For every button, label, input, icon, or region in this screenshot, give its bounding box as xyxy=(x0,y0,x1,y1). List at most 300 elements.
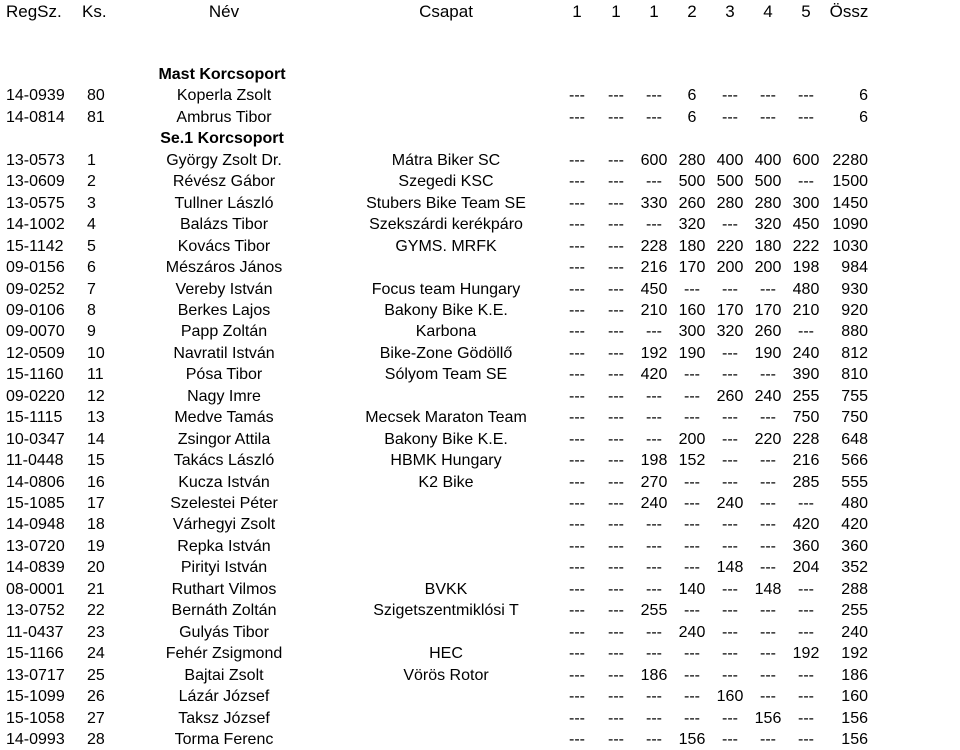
table-row xyxy=(0,300,960,321)
table-row xyxy=(0,729,960,750)
score-cell: --- xyxy=(608,151,624,169)
score-cell: --- xyxy=(569,173,585,191)
score-cell: 204 xyxy=(792,559,820,577)
score-cell: --- xyxy=(684,495,700,512)
score-cell: --- xyxy=(760,730,776,748)
ks-cell: 28 xyxy=(87,730,105,748)
regsz-cell: 14-0993 xyxy=(6,730,65,748)
ks-cell: 26 xyxy=(87,688,105,706)
header-nev: Név xyxy=(208,2,240,21)
team-cell: Stubers Bike Team SE xyxy=(366,194,526,212)
score-cell: --- xyxy=(608,87,624,105)
score-cell: --- xyxy=(569,151,585,169)
score-cell: --- xyxy=(569,430,585,448)
score-cell: 255 xyxy=(640,602,668,620)
score-cell: --- xyxy=(722,108,738,126)
score-cell: --- xyxy=(608,194,624,212)
score-cell: --- xyxy=(646,409,662,427)
ks-cell: 25 xyxy=(87,666,105,684)
score-cell: --- xyxy=(684,688,700,706)
table-row xyxy=(0,514,960,535)
score-cell: 240 xyxy=(640,495,668,512)
regsz-cell: 14-1002 xyxy=(6,216,65,234)
score-cell: 300 xyxy=(792,194,820,212)
regsz-cell: 13-0573 xyxy=(6,151,65,169)
score-cell: --- xyxy=(646,216,662,234)
name-cell: Révész Gábor xyxy=(172,173,276,191)
score-cell: 170 xyxy=(678,259,706,277)
regsz-cell: 14-0939 xyxy=(6,87,65,105)
total-cell: 648 xyxy=(841,430,868,448)
name-cell: Pósa Tibor xyxy=(185,366,263,384)
name-cell: Repka István xyxy=(177,537,271,555)
total-cell: 352 xyxy=(841,559,868,577)
score-cell: --- xyxy=(722,344,738,362)
score-cell: 500 xyxy=(716,173,744,191)
score-cell: --- xyxy=(684,516,700,534)
regsz-cell: 14-0948 xyxy=(6,516,65,534)
table-row xyxy=(0,85,960,106)
score-cell: 192 xyxy=(640,344,668,362)
score-cell: --- xyxy=(646,108,662,126)
team-cell: K2 Bike xyxy=(418,473,474,491)
score-cell: 198 xyxy=(792,259,820,277)
name-cell: Nagy Imre xyxy=(187,387,261,405)
regsz-cell: 15-1058 xyxy=(6,709,65,727)
section-title: Se.1 Korcsoport xyxy=(160,130,284,148)
score-cell: --- xyxy=(646,559,662,577)
score-cell: --- xyxy=(798,623,814,641)
score-cell: --- xyxy=(798,666,814,684)
total-cell: 880 xyxy=(841,323,868,341)
score-cell: --- xyxy=(569,387,585,405)
ks-cell: 5 xyxy=(87,237,96,255)
score-cell: --- xyxy=(684,537,700,555)
table-header xyxy=(0,0,960,26)
header-ks: Ks. xyxy=(82,2,107,21)
header-regsz: RegSz. xyxy=(6,2,62,21)
name-cell: Szelestei Péter xyxy=(170,495,278,512)
ks-cell: 3 xyxy=(87,194,96,212)
score-cell: --- xyxy=(608,730,624,748)
score-cell: --- xyxy=(608,666,624,684)
score-cell: --- xyxy=(684,409,700,427)
score-cell: --- xyxy=(646,173,662,191)
score-cell: --- xyxy=(569,537,585,555)
score-cell: 320 xyxy=(678,216,706,234)
ks-cell: 6 xyxy=(87,259,96,277)
ks-cell: 80 xyxy=(87,87,105,105)
score-cell: --- xyxy=(722,580,738,598)
score-cell: --- xyxy=(760,87,776,105)
total-cell: 255 xyxy=(841,602,868,620)
total-cell: 920 xyxy=(841,301,868,319)
score-cell: --- xyxy=(798,323,814,341)
name-cell: Kucza István xyxy=(178,473,270,491)
ks-cell: 11 xyxy=(87,366,104,384)
total-cell: 192 xyxy=(841,645,868,663)
score-cell: --- xyxy=(646,730,662,748)
score-cell: --- xyxy=(608,301,624,319)
score-cell: --- xyxy=(608,366,624,384)
score-cell: 600 xyxy=(792,151,820,169)
total-cell: 480 xyxy=(841,495,868,512)
score-cell: 300 xyxy=(678,323,706,341)
ks-cell: 4 xyxy=(87,216,96,234)
regsz-cell: 14-0806 xyxy=(6,473,65,491)
score-cell: 600 xyxy=(640,151,668,169)
team-cell: Szigetszentmiklósi T xyxy=(373,602,519,620)
score-cell: 320 xyxy=(716,323,744,341)
name-cell: Berkes Lajos xyxy=(177,301,271,319)
total-cell: 1450 xyxy=(832,194,868,212)
team-cell: Focus team Hungary xyxy=(371,280,521,298)
ks-cell: 9 xyxy=(87,323,96,341)
ks-cell: 15 xyxy=(87,452,105,470)
total-cell: 750 xyxy=(841,409,868,427)
score-cell: --- xyxy=(608,473,624,491)
score-cell: 170 xyxy=(716,301,744,319)
header-round: 1 xyxy=(611,2,621,21)
ks-cell: 7 xyxy=(87,280,96,298)
score-cell: --- xyxy=(608,430,624,448)
regsz-cell: 15-1099 xyxy=(6,688,65,706)
total-cell: 930 xyxy=(841,280,868,298)
score-cell: --- xyxy=(798,709,814,727)
name-cell: Papp Zoltán xyxy=(180,323,268,341)
regsz-cell: 10-0347 xyxy=(6,430,65,448)
ks-cell: 24 xyxy=(87,645,105,663)
team-cell: HBMK Hungary xyxy=(390,452,502,470)
score-cell: 180 xyxy=(678,237,706,255)
header-round: 4 xyxy=(763,2,773,21)
score-cell: --- xyxy=(798,602,814,620)
name-cell: Medve Tamás xyxy=(174,409,274,427)
section-title: Mast Korcsoport xyxy=(158,66,286,83)
score-cell: --- xyxy=(798,495,814,512)
team-cell: Vörös Rotor xyxy=(403,666,489,684)
score-cell: 240 xyxy=(792,344,820,362)
score-cell: --- xyxy=(760,366,776,384)
table-row xyxy=(0,107,960,128)
score-cell: --- xyxy=(760,645,776,663)
score-cell: 222 xyxy=(792,237,820,255)
team-cell: Mecsek Maraton Team xyxy=(365,409,527,427)
score-cell: --- xyxy=(569,280,585,298)
name-cell: Lázár József xyxy=(178,688,270,706)
score-cell: 390 xyxy=(792,366,820,384)
name-cell: Balázs Tibor xyxy=(179,216,269,234)
name-cell: Torma Ferenc xyxy=(174,730,274,748)
ks-cell: 17 xyxy=(87,495,105,512)
score-cell: --- xyxy=(684,559,700,577)
table-row xyxy=(0,171,960,192)
score-cell: 220 xyxy=(754,430,782,448)
score-cell: --- xyxy=(684,666,700,684)
regsz-cell: 11-0437 xyxy=(6,623,64,641)
header-round: 1 xyxy=(649,2,659,21)
regsz-cell: 09-0252 xyxy=(6,280,65,298)
score-cell: --- xyxy=(608,602,624,620)
team-cell: Karbona xyxy=(415,323,477,341)
score-cell: --- xyxy=(722,430,738,448)
ks-cell: 21 xyxy=(87,580,105,598)
score-cell: --- xyxy=(722,409,738,427)
total-cell: 6 xyxy=(859,87,868,105)
score-cell: --- xyxy=(569,301,585,319)
score-cell: --- xyxy=(722,730,738,748)
score-cell: 192 xyxy=(792,645,820,663)
regsz-cell: 12-0509 xyxy=(6,344,65,362)
table-row xyxy=(0,472,960,493)
total-cell: 156 xyxy=(841,730,868,748)
ks-cell: 19 xyxy=(87,537,105,555)
team-cell: Bike-Zone Gödöllő xyxy=(379,344,513,362)
ks-cell: 13 xyxy=(87,409,105,427)
score-cell: --- xyxy=(569,730,585,748)
table-row xyxy=(0,150,960,171)
score-cell: --- xyxy=(760,666,776,684)
name-cell: Ruthart Vilmos xyxy=(171,580,277,598)
score-cell: --- xyxy=(722,623,738,641)
score-cell: --- xyxy=(569,108,585,126)
score-cell: --- xyxy=(608,259,624,277)
team-cell: Bakony Bike K.E. xyxy=(384,430,508,448)
ks-cell: 23 xyxy=(87,623,105,641)
score-cell: 156 xyxy=(678,730,706,748)
score-cell: --- xyxy=(722,666,738,684)
header-round: 5 xyxy=(801,2,811,21)
ks-cell: 16 xyxy=(87,473,105,491)
score-cell: --- xyxy=(569,473,585,491)
score-cell: 198 xyxy=(640,452,668,470)
score-cell: --- xyxy=(608,237,624,255)
score-cell: --- xyxy=(684,280,700,298)
header-round: 3 xyxy=(725,2,735,21)
score-cell: 190 xyxy=(678,344,706,362)
score-cell: --- xyxy=(608,323,624,341)
total-cell: 420 xyxy=(841,516,868,534)
ks-cell: 20 xyxy=(87,559,105,577)
score-cell: 400 xyxy=(754,151,782,169)
score-cell: 280 xyxy=(716,194,744,212)
score-cell: --- xyxy=(569,623,585,641)
score-cell: --- xyxy=(798,108,814,126)
name-cell: Kovács Tibor xyxy=(177,237,271,255)
score-cell: --- xyxy=(798,580,814,598)
score-cell: 280 xyxy=(678,151,706,169)
table-row xyxy=(0,600,960,621)
total-cell: 156 xyxy=(841,709,868,727)
score-cell: 200 xyxy=(716,259,744,277)
table-row xyxy=(0,429,960,450)
score-cell: --- xyxy=(760,559,776,577)
score-cell: --- xyxy=(722,280,738,298)
total-cell: 6 xyxy=(859,108,868,126)
regsz-cell: 08-0001 xyxy=(6,580,65,598)
header-round: 1 xyxy=(572,2,582,21)
score-cell: --- xyxy=(646,623,662,641)
score-cell: --- xyxy=(760,108,776,126)
score-cell: 210 xyxy=(792,301,820,319)
score-cell: --- xyxy=(569,452,585,470)
regsz-cell: 15-1085 xyxy=(6,495,65,512)
score-cell: --- xyxy=(646,430,662,448)
total-cell: 812 xyxy=(841,344,868,362)
score-cell: 156 xyxy=(754,709,782,727)
name-cell: Tullner László xyxy=(174,194,274,212)
score-cell: 200 xyxy=(678,430,706,448)
score-cell: --- xyxy=(722,709,738,727)
score-cell: --- xyxy=(646,688,662,706)
score-cell: --- xyxy=(569,580,585,598)
total-cell: 555 xyxy=(841,473,868,491)
score-cell: 500 xyxy=(754,173,782,191)
regsz-cell: 13-0575 xyxy=(6,194,65,212)
score-cell: 360 xyxy=(792,537,820,555)
score-cell: 260 xyxy=(754,323,782,341)
ks-cell: 27 xyxy=(87,709,105,727)
score-cell: --- xyxy=(646,87,662,105)
score-cell: 148 xyxy=(716,559,744,577)
team-cell: Mátra Biker SC xyxy=(391,151,501,169)
regsz-cell: 14-0839 xyxy=(6,559,65,577)
table-row xyxy=(0,257,960,278)
section-title-row xyxy=(0,64,960,85)
score-cell: 216 xyxy=(792,452,820,470)
table-row xyxy=(0,407,960,428)
name-cell: Várhegyi Zsolt xyxy=(172,516,276,534)
total-cell: 240 xyxy=(841,623,868,641)
score-cell: --- xyxy=(569,237,585,255)
score-cell: --- xyxy=(608,516,624,534)
header-round: 2 xyxy=(687,2,697,21)
ks-cell: 10 xyxy=(87,344,105,362)
score-cell: 500 xyxy=(678,173,706,191)
score-cell: 148 xyxy=(754,580,782,598)
team-cell: HEC xyxy=(429,645,463,663)
ks-cell: 81 xyxy=(87,108,105,126)
name-cell: Bernáth Zoltán xyxy=(171,602,277,620)
score-cell: --- xyxy=(608,280,624,298)
score-cell: --- xyxy=(760,495,776,512)
table-row xyxy=(0,193,960,214)
score-cell: 240 xyxy=(678,623,706,641)
table-row xyxy=(0,536,960,557)
total-cell: 2280 xyxy=(832,151,868,169)
score-cell: --- xyxy=(760,409,776,427)
score-cell: 240 xyxy=(754,387,782,405)
name-cell: Zsingor Attila xyxy=(177,430,271,448)
score-cell: 750 xyxy=(792,409,820,427)
name-cell: Taksz József xyxy=(178,709,270,727)
score-cell: 170 xyxy=(754,301,782,319)
total-cell: 755 xyxy=(841,387,868,405)
score-cell: --- xyxy=(569,87,585,105)
regsz-cell: 09-0106 xyxy=(6,301,65,319)
total-cell: 566 xyxy=(841,452,868,470)
score-cell: 152 xyxy=(678,452,706,470)
table-row xyxy=(0,321,960,342)
score-cell: 450 xyxy=(792,216,820,234)
score-cell: --- xyxy=(722,87,738,105)
score-cell: 320 xyxy=(754,216,782,234)
score-cell: --- xyxy=(608,580,624,598)
score-cell: --- xyxy=(569,323,585,341)
score-cell: --- xyxy=(760,516,776,534)
name-cell: Bajtai Zsolt xyxy=(184,666,264,684)
score-cell: --- xyxy=(608,387,624,405)
score-cell: 280 xyxy=(754,194,782,212)
score-cell: 270 xyxy=(640,473,668,491)
score-cell: --- xyxy=(760,452,776,470)
score-cell: --- xyxy=(760,280,776,298)
total-cell: 186 xyxy=(841,666,868,684)
total-cell: 810 xyxy=(841,366,868,384)
score-cell: 140 xyxy=(678,580,706,598)
regsz-cell: 09-0156 xyxy=(6,259,65,277)
score-cell: 180 xyxy=(754,237,782,255)
score-cell: 260 xyxy=(678,194,706,212)
table-row xyxy=(0,493,960,514)
regsz-cell: 15-1160 xyxy=(6,366,64,384)
score-cell: --- xyxy=(569,602,585,620)
table-row xyxy=(0,450,960,471)
team-cell: BVKK xyxy=(424,580,468,598)
score-cell: --- xyxy=(608,537,624,555)
regsz-cell: 09-0220 xyxy=(6,387,65,405)
ks-cell: 12 xyxy=(87,387,105,405)
score-cell: --- xyxy=(608,645,624,663)
score-cell: --- xyxy=(722,645,738,663)
score-cell: --- xyxy=(569,409,585,427)
score-cell: 240 xyxy=(716,495,744,512)
name-cell: Koperla Zsolt xyxy=(176,87,272,105)
score-cell: --- xyxy=(798,87,814,105)
score-cell: --- xyxy=(608,108,624,126)
score-cell: 255 xyxy=(792,387,820,405)
score-cell: 6 xyxy=(687,108,697,126)
score-cell: 190 xyxy=(754,344,782,362)
score-cell: --- xyxy=(722,452,738,470)
score-cell: 160 xyxy=(678,301,706,319)
score-cell: --- xyxy=(608,452,624,470)
score-cell: --- xyxy=(608,623,624,641)
score-cell: 400 xyxy=(716,151,744,169)
regsz-cell: 09-0070 xyxy=(6,323,65,341)
score-cell: --- xyxy=(722,602,738,620)
score-cell: --- xyxy=(608,344,624,362)
score-cell: --- xyxy=(760,688,776,706)
team-cell: Bakony Bike K.E. xyxy=(384,301,508,319)
score-cell: 220 xyxy=(716,237,744,255)
score-cell: --- xyxy=(608,709,624,727)
score-cell: --- xyxy=(608,559,624,577)
score-cell: --- xyxy=(569,709,585,727)
name-cell: Fehér Zsigmond xyxy=(165,645,283,663)
name-cell: Vereby István xyxy=(175,280,273,298)
score-cell: --- xyxy=(722,537,738,555)
name-cell: Mészáros János xyxy=(165,259,283,277)
table-row xyxy=(0,236,960,257)
score-cell: --- xyxy=(608,495,624,512)
score-cell: 330 xyxy=(640,194,668,212)
score-cell: 228 xyxy=(792,430,820,448)
score-cell: --- xyxy=(722,516,738,534)
score-cell: --- xyxy=(569,216,585,234)
name-cell: Takács László xyxy=(173,452,275,470)
score-cell: --- xyxy=(569,366,585,384)
